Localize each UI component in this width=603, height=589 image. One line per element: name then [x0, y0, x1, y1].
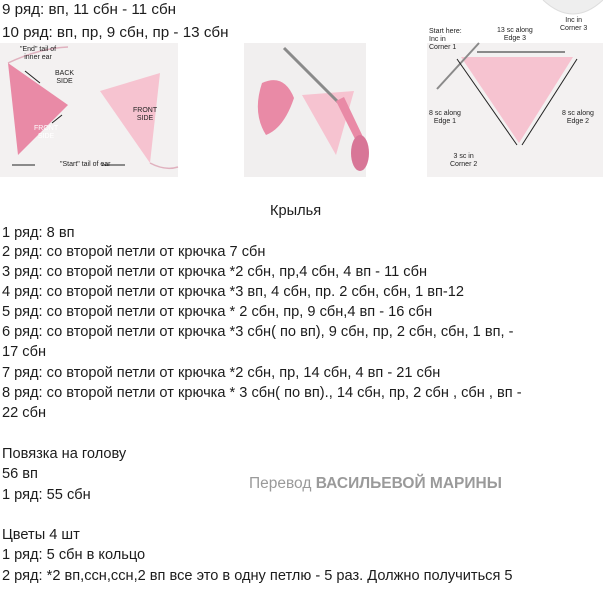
triangle-diagram-photo — [427, 17, 603, 177]
wings-row-6-cont: 17 сбн — [2, 344, 47, 360]
end-tail-label: "End" tail of inner ear — [20, 46, 57, 61]
corner3-label: Inc in Corner 3 — [560, 17, 588, 32]
headband-row-1: 1 ряд: 55 сбн — [2, 487, 91, 503]
wings-row-5: 5 ряд: со второй петли от крючка * 2 сбн, пр, 9 сбн,4 вп - 16 сбн — [2, 304, 433, 320]
wings-row-8-cont: 22 сбн — [2, 405, 47, 421]
headband-row-0: 56 вп — [2, 466, 38, 482]
translator-credit — [249, 475, 502, 493]
crochet-hook-photo — [244, 43, 366, 177]
credit-prefix: Перевод — [249, 475, 312, 492]
corner-decoration — [543, 0, 603, 16]
wings-row-3: 3 ряд: со второй петли от крючка *2 сбн, пр,4 сбн, 4 вп - 11 сбн — [2, 264, 428, 280]
flowers-row-1: 1 ряд: 5 сбн в кольцо — [2, 547, 146, 563]
back-side-label: BACK SIDE — [55, 70, 75, 85]
wings-row-6: 6 ряд: со второй петли от крючка *3 сбн( по вп), 9 сбн, пр, 2 сбн, сбн, 1 вп, - — [2, 324, 514, 340]
wings-row-2: 2 ряд: со второй петли от крючка 7 сбн — [2, 244, 266, 260]
headband-title: Повязка на голову — [2, 446, 127, 462]
wings-row-4: 4 ряд: со второй петли от крючка *3 вп, 4 сбн, пр. 2 сбн, сбн, 1 вп-12 — [2, 284, 465, 300]
wings-title: Крылья — [270, 203, 322, 219]
start-tail-label: "Start" tail of ear — [60, 161, 111, 168]
edge1-label: 8 sc along Edge 1 — [429, 110, 461, 125]
edge3-label: 13 sc along Edge 3 — [497, 27, 533, 42]
corner2-label: 3 sc in Corner 2 — [450, 153, 478, 168]
front-side-label-right: FRONT SIDE — [133, 107, 158, 122]
ear-pieces-photo — [0, 43, 178, 177]
edge2-label: 8 sc along Edge 2 — [562, 110, 594, 125]
pattern-row-9: 9 ряд: вп, 11 сбн - 11 сбн — [2, 1, 177, 18]
credit-name: ВАСИЛЬЕВОЙ МАРИНЫ — [315, 475, 502, 492]
flowers-title: Цветы 4 шт — [2, 527, 80, 543]
start-here-label: Start here: Inc in Corner 1 — [429, 28, 462, 51]
wings-row-7: 7 ряд: со второй петли от крючка *2 сбн, пр, 14 сбн, 4 вп - 21 сбн — [2, 365, 441, 381]
wings-row-1: 1 ряд: 8 вп — [2, 225, 75, 241]
front-side-label-left: FRONT SIDE — [34, 125, 59, 140]
wings-row-8: 8 ряд: со второй петли от крючка * 3 сбн( по вп)., 14 сбн, пр, 2 сбн , сбн , вп - — [2, 385, 522, 401]
pattern-row-10: 10 ряд: вп, пр, 9 сбн, пр - 13 сбн — [2, 24, 229, 41]
flowers-row-2: 2 ряд: *2 вп,ссн,ссн,2 вп все это в одну петлю - 5 раз. Должно получиться 5 — [2, 568, 513, 584]
